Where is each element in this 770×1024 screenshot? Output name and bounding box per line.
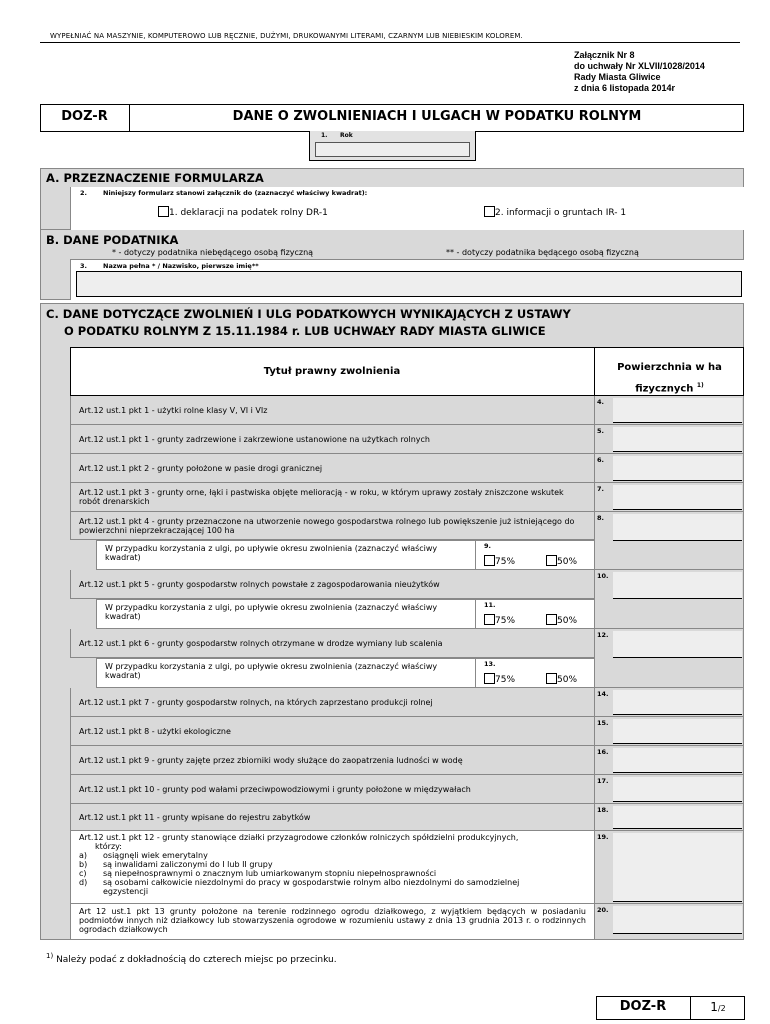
table-row-19 — [70, 831, 595, 904]
relief-note: W przypadku korzystania z ulgi, po upływie okresu zwolnienia (zaznaczyć właściwy kwadrat) — [96, 599, 476, 629]
field-number: 8. — [597, 514, 604, 522]
area-input[interactable] — [613, 777, 742, 802]
field-number: 1. — [321, 132, 328, 139]
field-label: Nazwa pełna * / Nazwisko, pierwsze imię** — [103, 262, 259, 270]
col-area-header — [595, 359, 744, 398]
annex-line: Załącznik Nr 8 — [574, 50, 635, 60]
area-input[interactable] — [613, 485, 742, 510]
table-row: Art.12 ust.1 pkt 1 - grunty zadrzewione i zakrzewione ustanowione na użytkach rolnych — [70, 425, 595, 454]
checkbox-50[interactable] — [546, 614, 557, 625]
option-50[interactable]: 50% — [546, 673, 577, 685]
area-input[interactable] — [613, 833, 742, 902]
form-title: DANE O ZWOLNIENIACH I ULGACH W PODATKU ROLNYM — [232, 109, 642, 124]
area-input[interactable] — [613, 906, 742, 934]
table-row: Art.12 ust.1 pkt 9 - grunty zajęte przez zbiorniki wody służące do zaopatrzenia ludności w wodę — [70, 746, 595, 775]
area-input[interactable] — [613, 690, 742, 715]
col-title-header: Tytuł prawny zwolnienia — [70, 347, 595, 396]
checkbox-50[interactable] — [546, 555, 557, 566]
relief-note: W przypadku korzystania z ulgi, po upływie okresu zwolnienia (zaznaczyć właściwy kwadrat) — [96, 540, 476, 570]
table-row: Art.12 ust.1 pkt 1 - użytki rolne klasy V, VI i VIz — [70, 396, 595, 425]
field-number: 4. — [597, 398, 604, 406]
option-50[interactable]: 50% — [546, 555, 577, 567]
fill-instruction: WYPEŁNIAĆ NA MASZYNIE, KOMPUTEROWO LUB RĘCZNIE, DUŻYMI, DRUKOWANYMI LITERAMI, CZARNYM LUB NIEBIESKIM KOLOREM. — [50, 32, 523, 40]
checkbox-75[interactable] — [484, 614, 495, 625]
annex-block — [574, 50, 705, 94]
field-number: 16. — [597, 748, 609, 756]
table-row: Art.12 ust.1 pkt 4 - grunty przeznaczone na utworzenie nowego gospodarstwa rolnego lub powiększenie już istniejącego do powierzchni nieprzekraczającej 100 ha — [70, 512, 595, 540]
relief-options — [476, 599, 595, 629]
checkbox-50[interactable] — [546, 673, 557, 684]
table-row: Art.12 ust.1 pkt 5 - grunty gospodarstw rolnych powstałe z zagospodarowania nieużytków — [70, 570, 595, 599]
section-c-title-2: O PODATKU ROLNYM Z 15.11.1984 r. LUB UCHWAŁY RADY MIASTA GLIWICE — [64, 324, 546, 338]
option-75[interactable]: 75% — [484, 673, 515, 685]
year-label-text: Rok — [340, 132, 353, 139]
field-number: 13. — [484, 660, 496, 668]
note-legal-person: * - dotyczy podatnika niebędącego osobą fizyczną — [112, 248, 314, 257]
annex-line: Rady Miasta Gliwice — [574, 72, 661, 82]
field-label: Niniejszy formularz stanowi załącznik do (zaznaczyć właściwy kwadrat): — [103, 189, 368, 197]
footnote — [46, 952, 337, 965]
area-input[interactable] — [613, 719, 742, 744]
field-number: 15. — [597, 719, 609, 727]
year-input[interactable] — [315, 142, 470, 157]
option-75[interactable]: 75% — [484, 614, 515, 626]
relief-note: W przypadku korzystania z ulgi, po upływie okresu zwolnienia (zaznaczyć właściwy kwadrat) — [96, 658, 476, 688]
list-item: c) są niepełnosprawnymi o znacznym lub umiarkowanym stopniu niepełnosprawności — [79, 869, 437, 878]
area-input[interactable] — [613, 748, 742, 773]
field-number: 19. — [597, 833, 609, 841]
field-number: 6. — [597, 456, 604, 464]
option-75[interactable]: 75% — [484, 555, 515, 567]
field-number: 3. — [80, 262, 87, 270]
field-number: 18. — [597, 806, 609, 814]
option-ir1-label: 2. informacji o gruntach IR- 1 — [495, 208, 627, 218]
field-number: 9. — [484, 542, 491, 550]
field-number: 10. — [597, 572, 609, 580]
taxpayer-name-input[interactable] — [76, 271, 742, 297]
col-area-header-1: Powierzchnia w ha — [617, 362, 722, 373]
footer-code: DOZ-R — [596, 996, 691, 1020]
section-a-title: A. PRZEZNACZENIE FORMULARZA — [46, 171, 264, 185]
area-input[interactable] — [613, 631, 742, 658]
field-number: 12. — [597, 631, 609, 639]
year-label — [321, 132, 353, 139]
footnote-ref: 1) — [696, 382, 704, 389]
field-number: 7. — [597, 485, 604, 493]
option-50[interactable]: 50% — [546, 614, 577, 626]
row19-intro2: którzy: — [95, 842, 122, 851]
row19-tail: egzystencji — [103, 887, 149, 896]
top-divider — [40, 42, 740, 43]
option-dr1[interactable] — [158, 206, 328, 218]
list-item: d) są osobami całkowicie niezdolnymi do pracy w gospodarstwie rolnym albo niezdolnymi do samodzielnej — [79, 878, 520, 887]
area-input[interactable] — [613, 456, 742, 481]
table-row: Art.12 ust.1 pkt 11 - grunty wpisane do rejestru zabytków — [70, 804, 595, 831]
field-number: 20. — [597, 906, 609, 914]
table-row: Art.12 ust.1 pkt 8 - użytki ekologiczne — [70, 717, 595, 746]
area-input[interactable] — [613, 514, 742, 541]
area-input[interactable] — [613, 427, 742, 452]
table-row-20: Art 12 ust.1 pkt 13 grunty położone na terenie rodzinnego ogrodu działkowego, z wyjątkiem będących w posiadaniu podmiotów innych niż działkowcy lub stowarzyszenia ogrodowe w rozumieniu ustawy z dnia 13 grudnia 2013 r. o rodzinnych ogrodach działkowych — [70, 904, 595, 940]
checkbox-75[interactable] — [484, 673, 495, 684]
footnote-text: Należy podać z dokładnością do czterech miejsc po przecinku. — [56, 955, 337, 965]
area-input[interactable] — [613, 806, 742, 829]
table-row: Art.12 ust.1 pkt 10 - grunty pod wałami przeciwpowodziowymi i grunty położone w międzywałach — [70, 775, 595, 804]
field-number: 14. — [597, 690, 609, 698]
option-dr1-label: 1. deklaracji na podatek rolny DR-1 — [169, 208, 328, 218]
form-code: DOZ-R — [40, 104, 130, 132]
table-row: Art.12 ust.1 pkt 7 - grunty gospodarstw rolnych, na których zaprzestano produkcji rolnej — [70, 688, 595, 717]
list-item: b) są inwalidami zaliczonymi do I lub II grupy — [79, 860, 273, 869]
checkbox-ir1[interactable] — [484, 206, 495, 217]
annex-line: z dnia 6 listopada 2014r — [574, 83, 676, 93]
checkbox-75[interactable] — [484, 555, 495, 566]
relief-options — [476, 658, 595, 688]
field-number: 17. — [597, 777, 609, 785]
col-area-header-2: fizycznych $^{1)}$ — [635, 382, 704, 395]
field-number: 5. — [597, 427, 604, 435]
area-input[interactable] — [613, 572, 742, 599]
page-number: 1/2 — [710, 1000, 726, 1014]
note-natural-person: ** - dotyczy podatnika będącego osobą fizyczną — [446, 248, 639, 257]
table-row: Art.12 ust.1 pkt 2 - grunty położone w pasie drogi granicznej — [70, 454, 595, 483]
checkbox-dr1[interactable] — [158, 206, 169, 217]
annex-line: do uchwały Nr XLVII/1028/2014 — [574, 61, 705, 71]
section-b-title: B. DANE PODATNIKA — [46, 233, 179, 247]
field-number: 2. — [80, 189, 87, 197]
list-item: a) osiągnęli wiek emerytalny — [79, 851, 208, 860]
table-row: Art.12 ust.1 pkt 3 - grunty orne, łąki i pastwiska objęte melioracją - w roku, w którym uprawy zostały zniszczone wskutek robót drenarskich — [70, 483, 595, 512]
table-row: Art.12 ust.1 pkt 6 - grunty gospodarstw rolnych otrzymane w drodze wymiany lub scalenia — [70, 629, 595, 658]
row19-intro: Art.12 ust.1 pkt 12 - grunty stanowiące działki przyzagrodowe członków rolniczych spółdzielni produkcyjnych, — [79, 833, 519, 842]
footnote-marker: 1) — [46, 952, 54, 960]
option-ir1[interactable] — [484, 206, 626, 218]
area-input[interactable] — [613, 398, 742, 423]
relief-options — [476, 540, 595, 570]
section-c-title-1: C. DANE DOTYCZĄCE ZWOLNIEŃ I ULG PODATKOWYCH WYNIKAJĄCYCH Z USTAWY — [46, 307, 571, 321]
field-number: 11. — [484, 601, 496, 609]
